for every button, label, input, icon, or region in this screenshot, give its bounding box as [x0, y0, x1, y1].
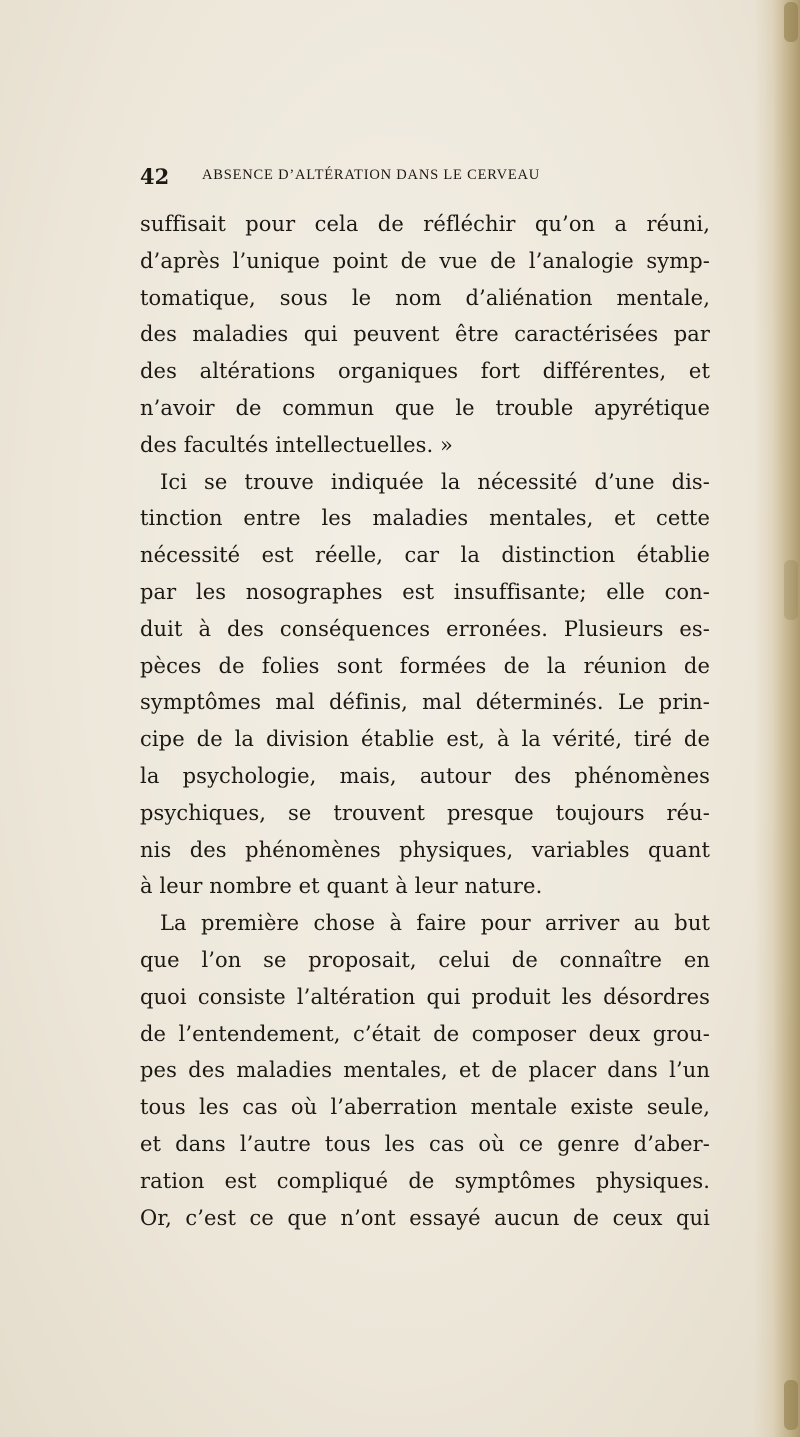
text-line: par les nosographes est insuffisante; elle con-	[140, 579, 710, 604]
text-line: pes des maladies mentales, et de placer dans l’un	[140, 1058, 710, 1083]
text-line: des facultés intellectuelles. »	[140, 432, 453, 457]
text-line: psychiques, se trouvent presque toujours réu-	[140, 800, 710, 825]
text-line: tous les cas où l’aberration mentale existe seule,	[140, 1095, 710, 1120]
body-text	[140, 206, 710, 1236]
text-line: cipe de la division établie est, à la vérité, tiré de	[140, 727, 710, 752]
text-line: symptômes mal définis, mal déterminés. Le prin-	[140, 690, 710, 715]
running-title: ABSENCE D’ALTÉRATION DANS LE CERVEAU	[202, 167, 541, 183]
text-line: d’après l’unique point de vue de l’analogie symp-	[140, 248, 710, 273]
text-line: à leur nombre et quant à leur nature.	[140, 874, 543, 899]
page-header	[140, 164, 700, 190]
text-line: de l’entendement, c’était de composer deux grou-	[140, 1021, 710, 1046]
text-line: pèces de folies sont formées de la réunion de	[140, 653, 710, 678]
text-line: des altérations organiques fort différentes, et	[140, 359, 710, 384]
paragraph-start-line: La première chose à faire pour arriver au but	[160, 911, 710, 936]
text-line: quoi consiste l’altération qui produit les désordres	[140, 984, 710, 1009]
text-line: tinction entre les maladies mentales, et cette	[140, 506, 710, 531]
paragraph-start-line: Ici se trouve indiquée la nécessité d’une dis-	[160, 469, 710, 494]
text-line: suffisait pour cela de réfléchir qu’on a réuni,	[140, 212, 710, 236]
text-line: n’avoir de commun que le trouble apyrétique	[140, 395, 710, 420]
text-line: tomatique, sous le nom d’aliénation mentale,	[140, 285, 710, 310]
text-line: ration est compliqué de symptômes physiques.	[140, 1168, 710, 1193]
edge-stain	[784, 560, 798, 620]
page-number: 42	[140, 164, 170, 189]
edge-stain	[784, 1380, 798, 1430]
text-line: et dans l’autre tous les cas où ce genre d’aber-	[140, 1131, 710, 1156]
text-line: duit à des conséquences erronées. Plusieurs es-	[140, 616, 710, 641]
text-line: nécessité est réelle, car la distinction établie	[140, 543, 710, 568]
text-line: nis des phénomènes physiques, variables quant	[140, 837, 710, 862]
text-line: la psychologie, mais, autour des phénomènes	[140, 763, 710, 788]
text-line: des maladies qui peuvent être caractérisées par	[140, 322, 710, 347]
edge-stain	[784, 2, 798, 42]
text-line: Or, c’est ce que n’ont essayé aucun de ceux qui	[140, 1205, 710, 1230]
page-edge-shadow	[754, 0, 800, 1437]
text-line: que l’on se proposait, celui de connaître en	[140, 947, 710, 972]
